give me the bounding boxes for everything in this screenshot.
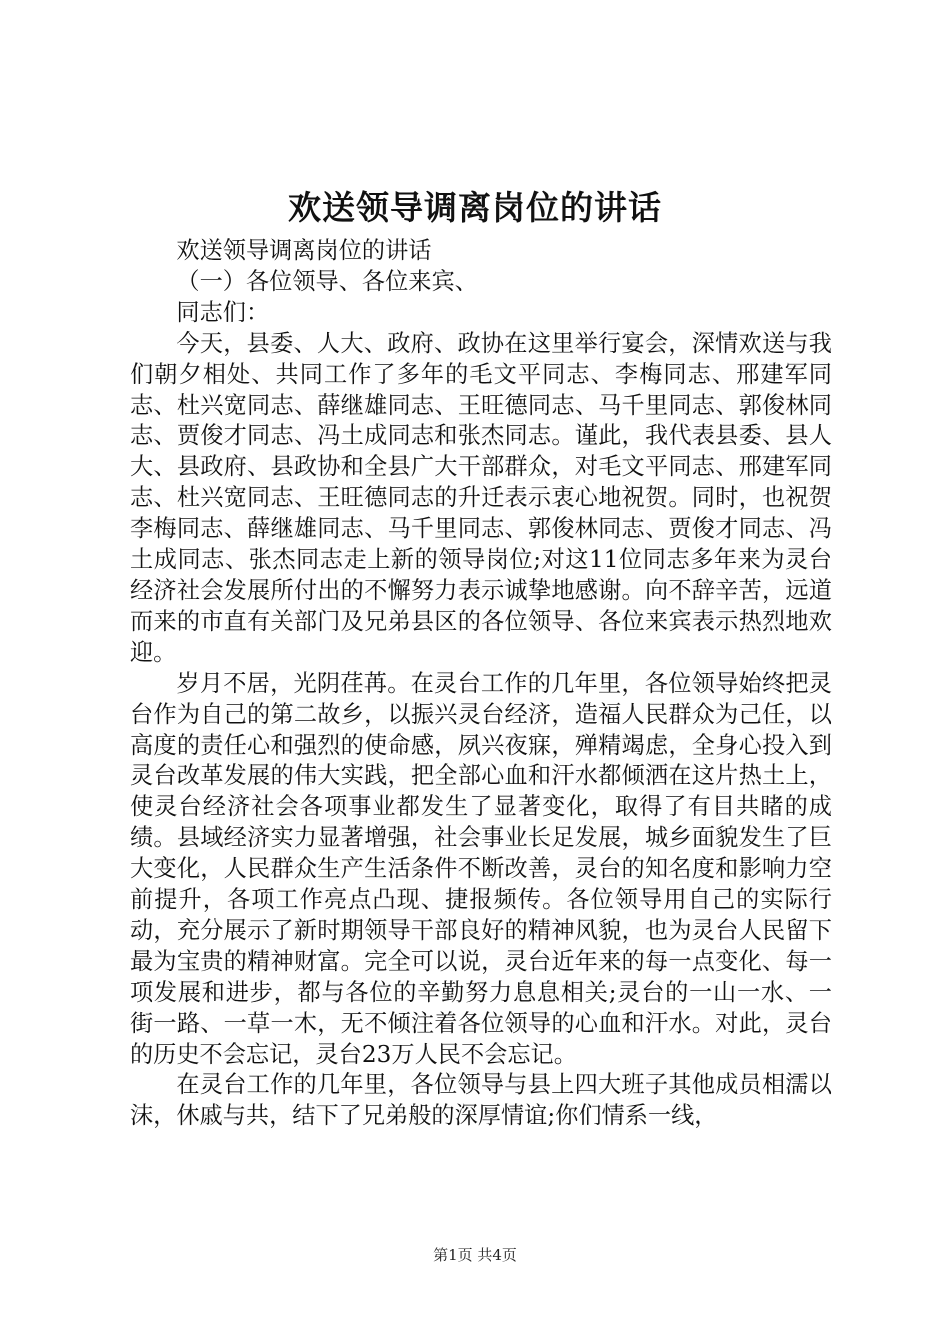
paragraph-salutation-2: 同志们： xyxy=(176,298,270,326)
paragraph-body-1: 今天，县委、人大、政府、政协在这里举行宴会，深情欢送与我们朝夕相处、共同工作了多年的毛文平同志、李梅同志、邢建军同志、杜兴宽同志、薛继雄同志、王旺德同志、马千里同志、郭俊林同志、贾俊才同志、冯土成同志和张杰同志。谨此，我代表县委、县人大、县政府、县政协和全县广大干部群众，对毛文平同志、邢建军同志、杜兴宽同志、王旺德同志的升迁表示衷心地祝贺。同时，也祝贺李梅同志、薛继雄同志、马千里同志、郭俊林同志、贾俊才同志、冯土成同志、张杰同志走上新的领导岗位;对这11位同志多年来为灵台经济社会发展所付出的不懈努力表示诚挚地感谢。向不辞辛苦，远道而来的市直有关部门及兄弟县区的各位领导、各位来宾表示热烈地欢迎。 xyxy=(130,329,832,666)
document-body xyxy=(130,236,832,1132)
paragraph-subtitle: 欢送领导调离岗位的讲话 xyxy=(176,237,432,264)
page-footer: 第1页 共4页 xyxy=(433,1246,517,1264)
paragraph-body-2: 岁月不居，光阴荏苒。在灵台工作的几年里，各位领导始终把灵台作为自己的第二故乡，以振兴灵台经济，造福人民群众为己任，以高度的责任心和强烈的使命感，夙兴夜寐，殚精竭虑，全身心投入到灵台改革发展的伟大实践，把全部心血和汗水都倾洒在这片热土上，使灵台经济社会各项事业都发生了显著变化，取得了有目共睹的成绩。县域经济实力显著增强，社会事业长足发展，城乡面貌发生了巨大变化，人民群众生产生活条件不断改善，灵台的知名度和影响力空前提升，各项工作亮点凸现、捷报频传。各位领导用自己的实际行动，充分展示了新时期领导干部良好的精神风貌，也为灵台人民留下最为宝贵的精神财富。完全可以说，灵台近年来的每一点变化、每一项发展和进步，都与各位的辛勤努力息息相关;灵台的一山一水、一街一路、一草一木，无不倾注着各位领导的心血和汗水。对此，灵台的历史不会忘记，灵台23万人民不会忘记。 xyxy=(130,669,832,1068)
paragraph-body-3: 在灵台工作的几年里，各位领导与县上四大班子其他成员相濡以沫，休戚与共，结下了兄弟般的深厚情谊;你们情系一线， xyxy=(130,1071,832,1130)
document-title: 欢送领导调离岗位的讲话 xyxy=(288,188,662,227)
paragraph-salutation-1: （一）各位领导、各位来宾、 xyxy=(176,267,478,295)
